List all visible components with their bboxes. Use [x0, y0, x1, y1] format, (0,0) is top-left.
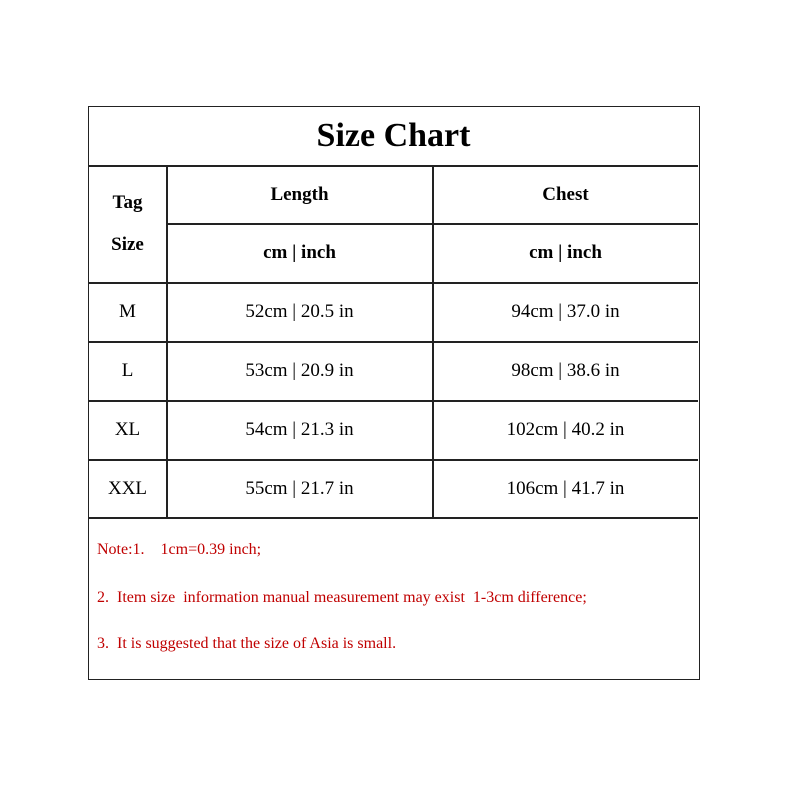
length-cell: 53cm | 20.9 in — [245, 360, 354, 381]
length-cell: 52cm | 20.5 in — [245, 301, 354, 322]
tag-size-header — [89, 166, 166, 282]
length-header: Length — [270, 183, 329, 205]
chart-title: Size Chart — [316, 117, 471, 154]
size-cell: XL — [114, 419, 141, 440]
note-line: Note:1. 1cm=0.39 inch; — [97, 541, 262, 558]
chest-cell: 106cm | 41.7 in — [506, 477, 625, 499]
size-cell: L — [121, 360, 134, 381]
size-label: Size — [111, 234, 144, 255]
chest-cell: 94cm | 37.0 in — [511, 301, 620, 322]
chest-header: Chest — [542, 183, 589, 205]
note-line: 3. It is suggested that the size of Asia is small. — [97, 635, 397, 652]
tag-label: Tag — [112, 192, 143, 213]
divider — [89, 517, 698, 519]
chest-cell: 98cm | 38.6 in — [511, 360, 620, 381]
length-cell: 55cm | 21.7 in — [245, 477, 354, 499]
length-unit: cm | inch — [263, 242, 336, 263]
chest-cell: 102cm | 40.2 in — [506, 419, 625, 440]
note-line: 2. Item size information manual measurement may exist 1-3cm difference; — [97, 589, 587, 606]
size-cell: M — [119, 301, 136, 322]
size-chart-table — [88, 106, 700, 680]
length-cell: 54cm | 21.3 in — [245, 419, 354, 440]
chest-unit: cm | inch — [529, 242, 602, 263]
size-cell: XXL — [107, 477, 148, 499]
